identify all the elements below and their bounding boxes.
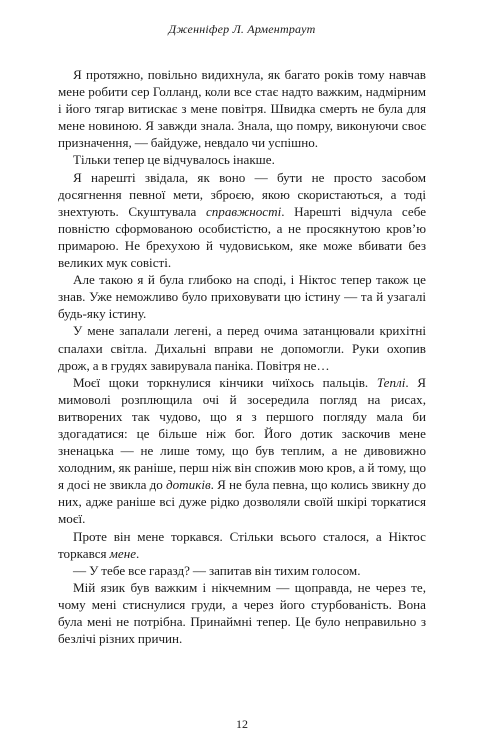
paragraph (58, 528, 426, 562)
text-run: . Нарешті відчула себе повністю сформованою особистістю, а не просякнутою кров’ю примарою. Не брехухою й чудовиськом, яке може вбивати без великих мук совісті. (58, 203, 427, 271)
text-run: Але такою я й була глибоко на споді, і Ніктос тепер також це знав. Уже неможливо було приховувати цю істину — та й узагалі будь-яку істину. (58, 272, 426, 322)
text-run: . Я не була певна, що колись звикну до них, адже раніше всі дуже рідко дозволяли своїй шкірі торкатися моєї. (58, 477, 426, 527)
text-run: Проте він мене торкався. Стільки всього сталося, а Ніктос торкався (58, 528, 426, 561)
page-number: 12 (236, 717, 248, 731)
italic-text-run: справжності (205, 203, 282, 219)
text-run: Я протяжно, повільно видихнула, як багато років тому навчав мене робити сер Голланд, коли все стає надто важким, надмірним і його тягар витискає з мене повітря. Швидка смерть не була для мене новиною. Я завжди знала. Знала, що помру, виконуючи своє призначення, — байдуже, невдало чи успішно. (58, 67, 426, 151)
paragraph (58, 322, 426, 373)
paragraph (58, 169, 426, 272)
text-run: . Я мимоволі розплющила очі й зосередила погляд на рисах, витворених так чудово, що я з першого погляду мала би здогадатися: це більше ніж бог. Його дотик заскочив мене зненацька — не лише тому, що був теплим, а не дивовижно холодним, як раніше, перш ніж він спожив мою кров, а й тому, що я досі не звикла до (58, 374, 427, 493)
paragraph (58, 579, 426, 647)
text-run: — У тебе все гаразд? — запитав він тихим голосом. (73, 562, 361, 578)
paragraph (58, 151, 426, 168)
text-run: Моєї щоки торкнулися кінчики чиїхось пальців. (73, 374, 377, 390)
paragraph (58, 374, 426, 528)
paragraph (58, 66, 426, 151)
paragraph (58, 271, 426, 322)
italic-text-run: мене (109, 545, 137, 561)
text-run: Я нарешті звідала, як воно — бути не просто засобом досягнення певної мети, зброєю, якою скористаються, а тоді знехтують. Скуштувала (58, 169, 426, 219)
italic-text-run: Теплі (376, 374, 406, 390)
text-run: Тільки тепер це відчувалось інакше. (73, 152, 275, 168)
text-run: У мене запалали легені, а перед очима затанцювали крихітні спалахи світла. Дихальні вправи не допомогли. Руки охопив дрож, а в грудях завирувала паніка. Повітря не… (58, 323, 426, 373)
text-run: Мій язик був важким і нікчемним — щоправда, не через те, чому мені стиснулися груди, а через його стурбованість. Вона була мені не потрібна. Принаймні тепер. Це було неправильно з безлічі різних причин. (58, 579, 426, 647)
paragraph (58, 562, 426, 579)
text-run: . (136, 545, 140, 561)
body-text (58, 66, 426, 647)
running-header: Дженніфер Л. Арментраут (168, 22, 316, 36)
italic-text-run: дотиків (166, 477, 211, 493)
